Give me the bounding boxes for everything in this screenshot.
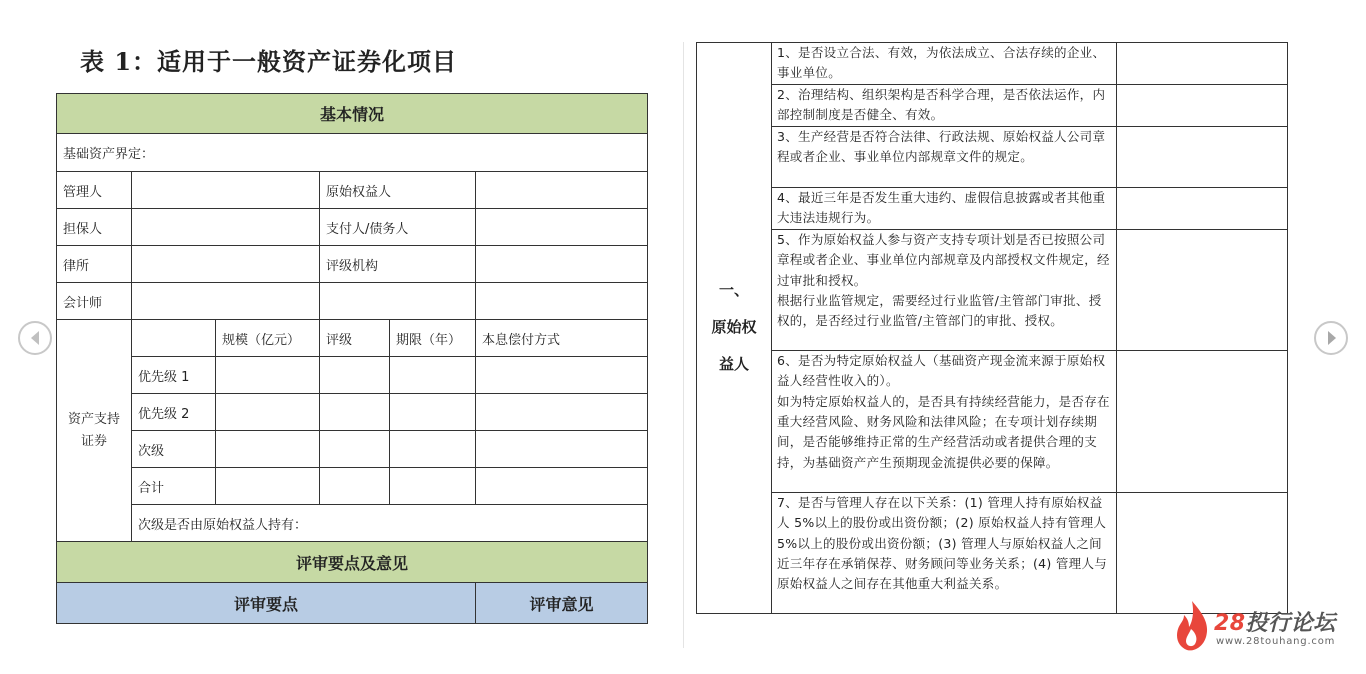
prev-page-button[interactable] (18, 321, 52, 355)
opinion-cell-6[interactable] (1117, 350, 1288, 492)
review-opinion-header: 评审意见 (476, 583, 648, 624)
label-payer-debtor: 支付人/债务人 (320, 209, 476, 246)
subordinate-holding-question: 次级是否由原始权益人持有： (132, 505, 648, 542)
label-rating-agency: 评级机构 (320, 246, 476, 283)
opinion-cell-7[interactable] (1117, 492, 1288, 613)
cell-input[interactable] (390, 431, 476, 468)
col-header-repayment: 本息偿付方式 (476, 320, 648, 357)
opinion-cell-3[interactable] (1117, 126, 1288, 187)
cell-input[interactable] (216, 468, 320, 505)
page-title: 表 1：适用于一般资产证券化项目 (80, 47, 458, 76)
watermark-url: www.28touhang.com (1216, 636, 1336, 647)
cell-input[interactable] (476, 394, 648, 431)
value-law-firm[interactable] (132, 246, 320, 283)
value-originator[interactable] (476, 172, 648, 209)
criterion-5: 5、作为原始权益人参与资产支持专项计划是否已按照公司章程或者企业、事业单位内部规章及内部授权文件规定，经过审批和授权。 根据行业监管规定，需要经过行业监管/主管部门审批、授权的，是否经过行业监管/主管部门的审批、授权。 (772, 229, 1117, 350)
basic-info-header: 基本情况 (57, 94, 648, 134)
cell-input[interactable] (320, 357, 390, 394)
label-originator: 原始权益人 (320, 172, 476, 209)
value-rating-agency[interactable] (476, 246, 648, 283)
label-law-firm: 律所 (57, 246, 132, 283)
tranche-subordinate: 次级 (132, 431, 216, 468)
col-header-term: 期限（年） (390, 320, 476, 357)
col-header-size: 规模（亿元） (216, 320, 320, 357)
next-page-button[interactable] (1314, 321, 1348, 355)
watermark-name: 投行论坛 (1245, 611, 1336, 636)
opinion-cell-2[interactable] (1117, 84, 1288, 126)
criterion-1: 1、是否设立合法、有效，为依法成立、合法存续的企业、事业单位。 (772, 43, 1117, 85)
tranche-senior-2: 优先级 2 (132, 394, 216, 431)
value-accountant[interactable] (132, 283, 320, 320)
flame-logo-icon (1172, 599, 1212, 653)
cell-input[interactable] (216, 357, 320, 394)
value-manager[interactable] (132, 172, 320, 209)
criterion-6: 6、是否为特定原始权益人（基础资产现金流来源于原始权益人经营性收入的）。 如为特定原始权益人的，是否具有持续经营能力，是否存在重大经营风险、财务风险和法律风险；在专项计划存续期间，是否能够维持正常的生产经营活动或者提供合理的支持，为基础资产产生预期现金流提供必要的保障。 (772, 350, 1117, 492)
tranche-total: 合计 (132, 468, 216, 505)
review-header: 评审要点及意见 (57, 542, 648, 583)
criterion-3: 3、生产经营是否符合法律、行政法规、原始权益人公司章程或者企业、事业单位内部规章文件的规定。 (772, 126, 1117, 187)
review-criteria-table (696, 42, 1288, 614)
watermark-text (1214, 606, 1336, 637)
tranche-senior-1: 优先级 1 (132, 357, 216, 394)
cell-input[interactable] (476, 357, 648, 394)
label-manager: 管理人 (57, 172, 132, 209)
blank-cell (476, 283, 648, 320)
label-guarantor: 担保人 (57, 209, 132, 246)
abs-label: 资产支持 证券 (57, 320, 132, 542)
cell-input[interactable] (216, 431, 320, 468)
review-points-header: 评审要点 (57, 583, 476, 624)
watermark-logo (1172, 599, 1352, 655)
cell-input[interactable] (216, 394, 320, 431)
cell-input[interactable] (476, 468, 648, 505)
category-originator: 一、 原始权 益人 (697, 43, 772, 614)
criterion-2: 2、治理结构、组织架构是否科学合理，是否依法运作，内部控制制度是否健全、有效。 (772, 84, 1117, 126)
underlying-asset-definition: 基础资产界定： (57, 134, 648, 172)
opinion-cell-4[interactable] (1117, 187, 1288, 229)
criterion-4: 4、最近三年是否发生重大违约、虚假信息披露或者其他重大违法违规行为。 (772, 187, 1117, 229)
tranche-col-header (132, 320, 216, 357)
col-header-rating: 评级 (320, 320, 390, 357)
cell-input[interactable] (320, 431, 390, 468)
cell-input[interactable] (320, 394, 390, 431)
cell-input[interactable] (390, 468, 476, 505)
chevron-right-icon (1324, 330, 1338, 346)
chevron-left-icon (28, 330, 42, 346)
value-guarantor[interactable] (132, 209, 320, 246)
cell-input[interactable] (320, 468, 390, 505)
opinion-cell-5[interactable] (1117, 229, 1288, 350)
basic-info-table (56, 93, 648, 624)
blank-cell (320, 283, 476, 320)
value-payer-debtor[interactable] (476, 209, 648, 246)
criterion-7: 7、是否与管理人存在以下关系：(1) 管理人持有原始权益人 5%以上的股份或出资份额；(2) 原始权益人持有管理人 5%以上的股份或出资份额；(3) 管理人与原始权益人之间近三年存在承销保荐、财务顾问等业务关系；(4) 管理人与原始权益人之间存在其他重大利益关系。 (772, 492, 1117, 613)
cell-input[interactable] (476, 431, 648, 468)
watermark-number: 28 (1214, 611, 1246, 636)
opinion-cell-1[interactable] (1117, 43, 1288, 85)
cell-input[interactable] (390, 357, 476, 394)
label-accountant: 会计师 (57, 283, 132, 320)
cell-input[interactable] (390, 394, 476, 431)
page-divider (683, 42, 684, 648)
